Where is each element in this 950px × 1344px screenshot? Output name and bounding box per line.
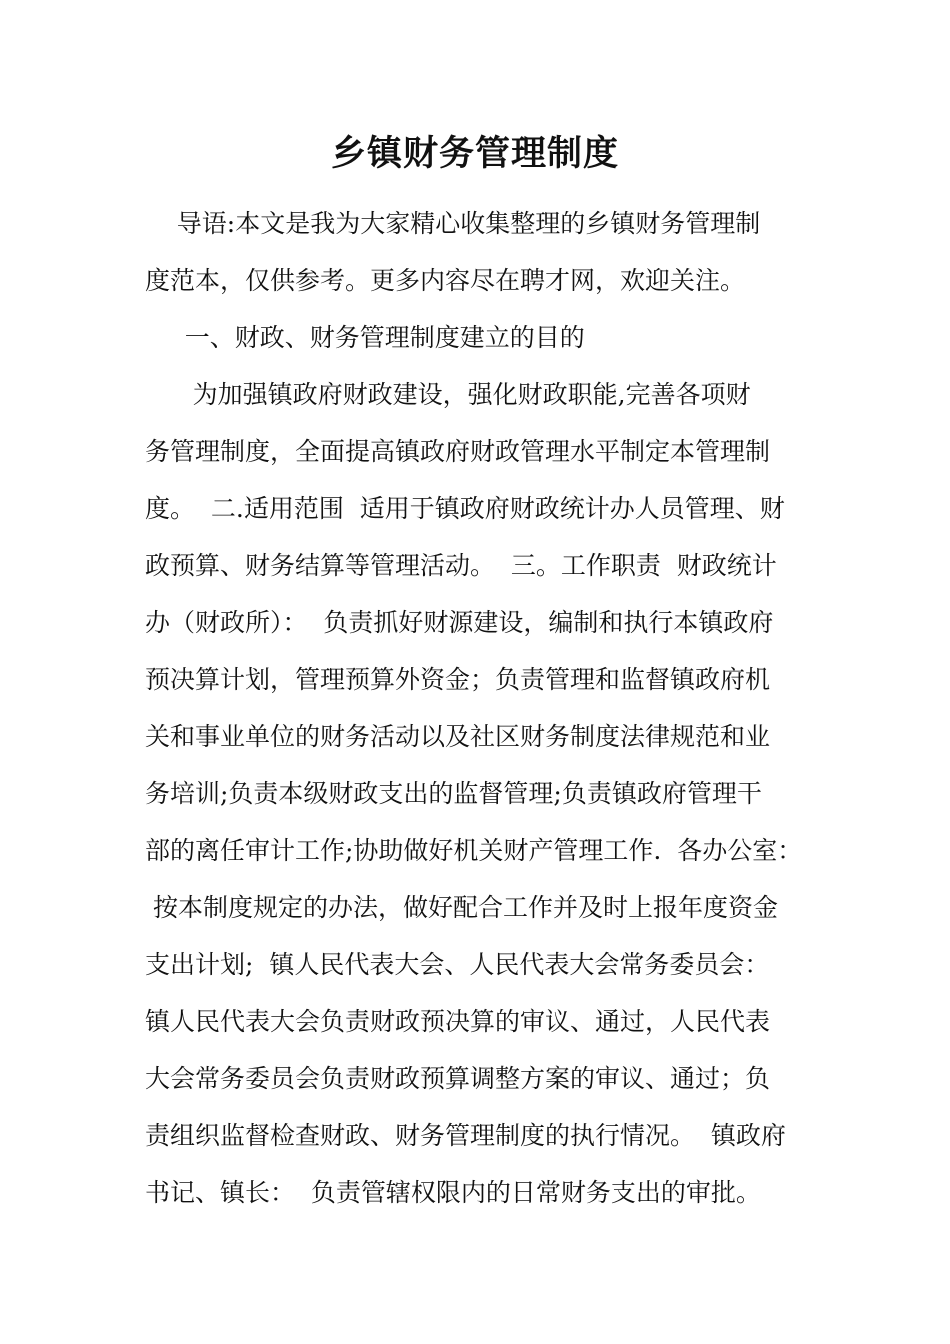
body-line: 书记、镇长： 负责管辖权限内的日常财务支出的审批。	[145, 1178, 761, 1207]
body-line: 度范本，仅供参考。更多内容尽在聘才网，欢迎关注。	[145, 266, 746, 295]
body-line: 度。 二.适用范围 适用于镇政府财政统计办人员管理、财	[145, 494, 785, 523]
body-line: 部的离任审计工作;协助做好机关财产管理工作. 各办公室：	[145, 836, 803, 865]
body-line: 预决算计划，管理预算外资金；负责管理和监督镇政府机	[145, 665, 771, 694]
body-line: 务培训;负责本级财政支出的监督管理;负责镇政府管理干	[145, 779, 762, 808]
body-line: 责组织监督检查财政、财务管理制度的执行情况。 镇政府	[145, 1121, 786, 1150]
body-line: 政预算、财务结算等管理活动。 三。工作职责 财政统计	[145, 551, 777, 580]
body-line: 关和事业单位的财务活动以及社区财务制度法律规范和业	[145, 722, 771, 751]
document-title: 乡镇财务管理制度	[330, 134, 619, 174]
body-line: 一、财政、财务管理制度建立的目的	[145, 323, 585, 352]
body-line: 镇人民代表大会负责财政预决算的审议、通过，人民代表	[145, 1007, 771, 1036]
body-line: 导语:本文是我为大家精心收集整理的乡镇财务管理制	[145, 209, 761, 238]
body-line: 按本制度规定的办法，做好配合工作并及时上报年度资金	[145, 893, 778, 922]
body-line: 办（财政所）： 负责抓好财源建设，编制和执行本镇政府	[145, 608, 774, 637]
body-line: 支出计划; 镇人民代表大会、人民代表大会常务委员会：	[145, 950, 770, 979]
body-line: 大会常务委员会负责财政预算调整方案的审议、通过；负	[145, 1064, 771, 1093]
body-line: 为加强镇政府财政建设，强化财政职能,完善各项财	[145, 380, 751, 409]
body-line: 务管理制度，全面提高镇政府财政管理水平制定本管理制	[145, 437, 771, 466]
